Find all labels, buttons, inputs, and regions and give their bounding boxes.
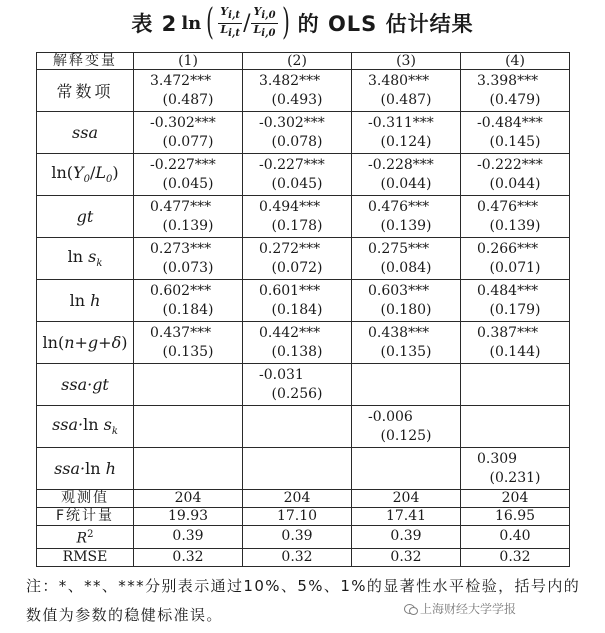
table-cell: 3.472*** (0.487) — [134, 70, 243, 112]
table-cell — [134, 406, 243, 448]
table-cell: 19.93 — [134, 508, 243, 526]
table-cell: 0.272*** (0.072) — [243, 238, 352, 280]
table-row — [37, 364, 570, 406]
table-cell: -0.227*** (0.045) — [243, 154, 352, 196]
table-row-f-statistic — [37, 508, 570, 526]
title-fraction-2: $\frac{Y_{i,0}}{L_{i,0}}$ — [253, 5, 276, 39]
table-cell — [134, 448, 243, 490]
table-cell — [461, 364, 570, 406]
table-cell: 204 — [461, 490, 570, 508]
watermark — [404, 600, 516, 617]
table-cell — [243, 406, 352, 448]
stat-label-observations: 观测值 — [37, 490, 134, 508]
table-cell: 0.32 — [134, 548, 243, 566]
table-cell: 0.32 — [243, 548, 352, 566]
row-label-ln-n-g-delta: ln(n+g+δ) — [37, 322, 134, 364]
table-row-r-squared — [37, 526, 570, 549]
table-cell: 0.387*** (0.144) — [461, 322, 570, 364]
table-cell — [461, 406, 570, 448]
title-prefix: 表 2 — [131, 12, 178, 36]
table-row — [37, 448, 570, 490]
table-cell: 3.480*** (0.487) — [352, 70, 461, 112]
table-cell: 0.494*** (0.178) — [243, 196, 352, 238]
table-cell: 17.41 — [352, 508, 461, 526]
stat-label-r-squared: $R^2$ — [37, 526, 134, 549]
row-label-ssa: ssa — [37, 112, 134, 154]
table-cell: -0.031 (0.256) — [243, 364, 352, 406]
table-cell: -0.227*** (0.045) — [134, 154, 243, 196]
table-cell: 0.442*** (0.138) — [243, 322, 352, 364]
stat-label-rmse: RMSE — [37, 548, 134, 566]
row-label-ln-h: ln h — [37, 280, 134, 322]
table-cell: 0.476*** (0.139) — [461, 196, 570, 238]
row-label-ssa-gt: ssa·gt — [37, 364, 134, 406]
table-cell: 0.273*** (0.073) — [134, 238, 243, 280]
table-cell: 0.309 (0.231) — [461, 448, 570, 490]
table-cell: -0.006 (0.125) — [352, 406, 461, 448]
header-variable: 解释变量 — [37, 53, 134, 70]
table-row — [37, 406, 570, 448]
table-cell — [352, 364, 461, 406]
table-cell: 0.275*** (0.084) — [352, 238, 461, 280]
row-label-ssa-ln-h: ssa·ln h — [37, 448, 134, 490]
row-label-gt: gt — [37, 196, 134, 238]
table-cell: -0.222*** (0.044) — [461, 154, 570, 196]
table-cell: 0.39 — [243, 526, 352, 549]
table-cell: 0.32 — [461, 548, 570, 566]
right-paren: ) — [281, 2, 290, 43]
ols-results-table — [36, 52, 570, 567]
row-label-ln-y0-l0: $\ln(Y_0/L_0)$ — [37, 154, 134, 196]
table-note: 注：*、**、***分别表示通过10%、5%、1%的显著性水平检验，括号内的数值为参数的稳健标准误。 — [26, 577, 581, 624]
table-cell: 0.602*** (0.184) — [134, 280, 243, 322]
table-cell: 3.482*** (0.493) — [243, 70, 352, 112]
row-label-ln-sk: $\ln s_k$ — [37, 238, 134, 280]
left-paren: ( — [206, 2, 215, 43]
table-cell: 16.95 — [461, 508, 570, 526]
table-cell: 0.39 — [134, 526, 243, 549]
table-cell: -0.311*** (0.124) — [352, 112, 461, 154]
table-row — [37, 322, 570, 364]
table-cell: 0.266*** (0.071) — [461, 238, 570, 280]
table-cell — [134, 364, 243, 406]
table-row-observations — [37, 490, 570, 508]
title-ln: ln — [181, 12, 202, 34]
table-cell: 204 — [243, 490, 352, 508]
header-col-3: (3) — [352, 53, 461, 70]
header-col-1: (1) — [134, 53, 243, 70]
table-cell — [352, 448, 461, 490]
table-cell: 0.40 — [461, 526, 570, 549]
table-cell: -0.302*** (0.077) — [134, 112, 243, 154]
table-cell: 17.10 — [243, 508, 352, 526]
table-cell: 0.601*** (0.184) — [243, 280, 352, 322]
table-title — [0, 0, 605, 46]
title-formula — [181, 2, 293, 43]
table-cell: 0.484*** (0.179) — [461, 280, 570, 322]
table-cell: 0.39 — [352, 526, 461, 549]
table-row — [37, 154, 570, 196]
title-slash: / — [243, 10, 251, 36]
title-suffix: 的 OLS 估计结果 — [297, 12, 474, 36]
table-cell: 0.437*** (0.135) — [134, 322, 243, 364]
table-cell: 0.438*** (0.135) — [352, 322, 461, 364]
table-cell: 204 — [134, 490, 243, 508]
table-row — [37, 280, 570, 322]
table-row — [37, 196, 570, 238]
row-label-constant: 常数项 — [37, 70, 134, 112]
table-cell: 204 — [352, 490, 461, 508]
table-cell: -0.484*** (0.145) — [461, 112, 570, 154]
stat-label-f-statistic: F统计量 — [37, 508, 134, 526]
header-col-4: (4) — [461, 53, 570, 70]
table-cell: 0.603*** (0.180) — [352, 280, 461, 322]
header-col-2: (2) — [243, 53, 352, 70]
table-cell: -0.302*** (0.078) — [243, 112, 352, 154]
wechat-icon — [404, 602, 417, 615]
table-cell: 0.477*** (0.139) — [134, 196, 243, 238]
table-row — [37, 112, 570, 154]
title-fraction-1: $\frac{Y_{i,t}}{L_{i,t}}$ — [220, 5, 241, 39]
table-header-row — [37, 53, 570, 70]
table-row-rmse — [37, 548, 570, 566]
table-row — [37, 70, 570, 112]
table-cell — [243, 448, 352, 490]
table-cell: 0.32 — [352, 548, 461, 566]
table-row — [37, 238, 570, 280]
watermark-text: 上海财经大学学报 — [420, 602, 517, 616]
table-cell: 0.476*** (0.139) — [352, 196, 461, 238]
table-cell: -0.228*** (0.044) — [352, 154, 461, 196]
row-label-ssa-ln-sk: ssa·ln $s_k$ — [37, 406, 134, 448]
table-cell: 3.398*** (0.479) — [461, 70, 570, 112]
